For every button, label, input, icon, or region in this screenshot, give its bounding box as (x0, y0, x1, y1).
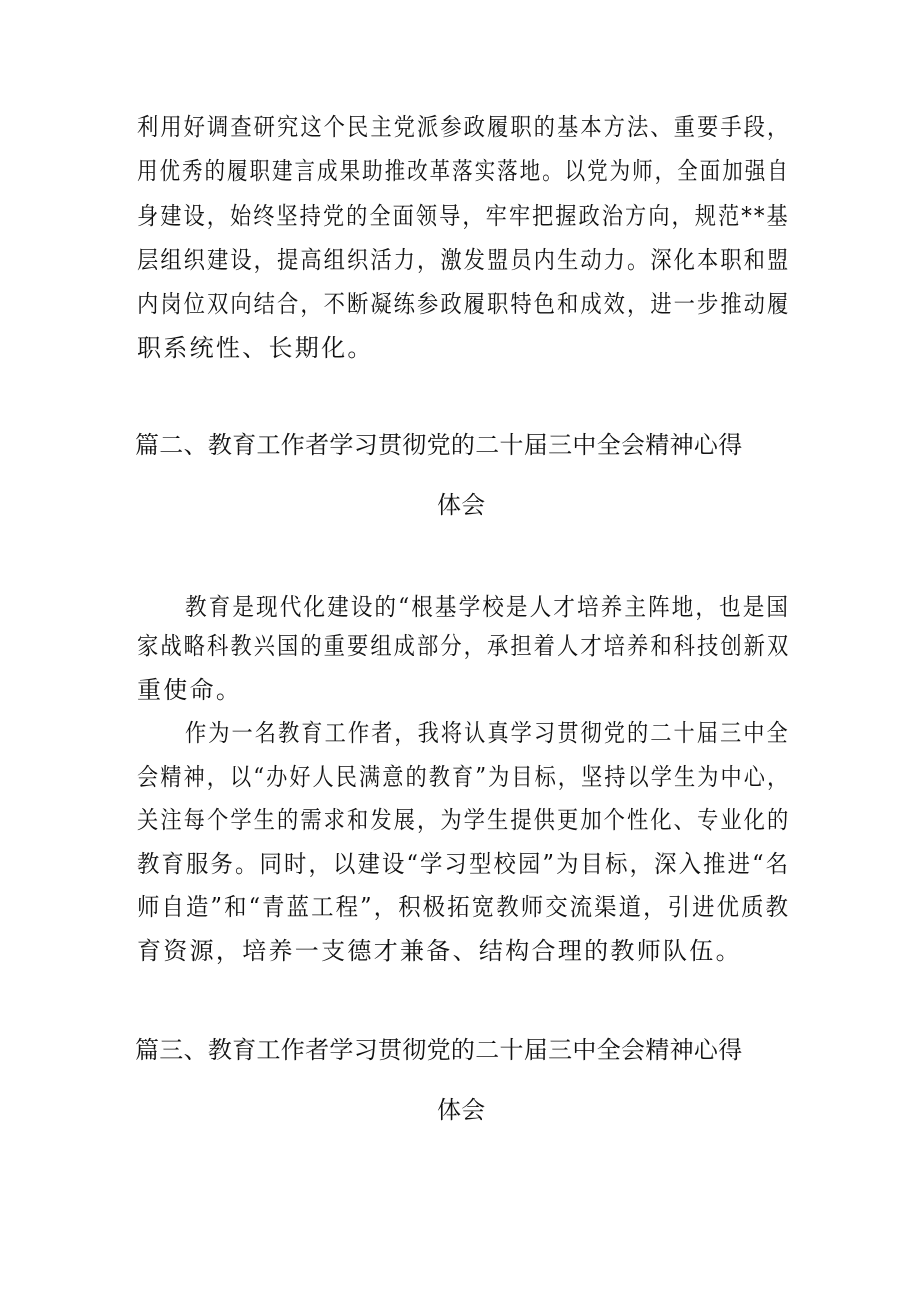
paragraph-line: 用优秀的履职建言成果助推改革落实落地。以党为师，全面加强自 (137, 157, 790, 185)
paragraph-line: 职系统性、长期化。 (137, 334, 374, 362)
paragraph-line: 重使命。 (137, 676, 243, 704)
paragraph-line: 层组织建设，提高组织活力，激发盟员内生动力。深化本职和盟 (137, 246, 791, 274)
paragraph-line: 身建设，始终坚持党的全面领导，牢牢把握政治方向，规范**基 (137, 202, 790, 230)
paragraph-line: 会精神，以“办好人民满意的教育”为目标，坚持以学生为中心， (137, 763, 791, 791)
paragraph-line: 教育是现代化建设的“根基学校是人才培养主阵地，也是国 (185, 593, 791, 621)
section-heading-continuation: 体会 (437, 491, 486, 519)
section-heading: 篇三、教育工作者学习贯彻党的二十届三中全会精神心得 (135, 1036, 743, 1064)
paragraph-line: 教育服务。同时，以建设“学习型校园”为目标，深入推进“名 (137, 850, 791, 878)
paragraph-line: 家战略科教兴国的重要组成部分，承担着人才培养和科技创新双 (137, 632, 791, 660)
section-heading: 篇二、教育工作者学习贯彻党的二十届三中全会精神心得 (135, 431, 743, 459)
paragraph-line: 育资源，培养一支德才兼备、结构合理的教师队伍。 (137, 937, 742, 965)
section-heading-continuation: 体会 (437, 1096, 486, 1124)
paragraph-line: 作为一名教育工作者，我将认真学习贯彻党的二十届三中全 (185, 719, 790, 747)
paragraph-line: 内岗位双向结合，不断凝练参政履职特色和成效，进一步推动履 (137, 290, 791, 318)
paragraph-line: 利用好调查研究这个民主党派参政履职的基本方法、重要手段， (137, 113, 791, 141)
paragraph-line: 关注每个学生的需求和发展，为学生提供更加个性化、专业化的 (137, 806, 791, 834)
paragraph-line: 师自造”和“青蓝工程”，积极拓宽教师交流渠道，引进优质教 (137, 893, 791, 921)
